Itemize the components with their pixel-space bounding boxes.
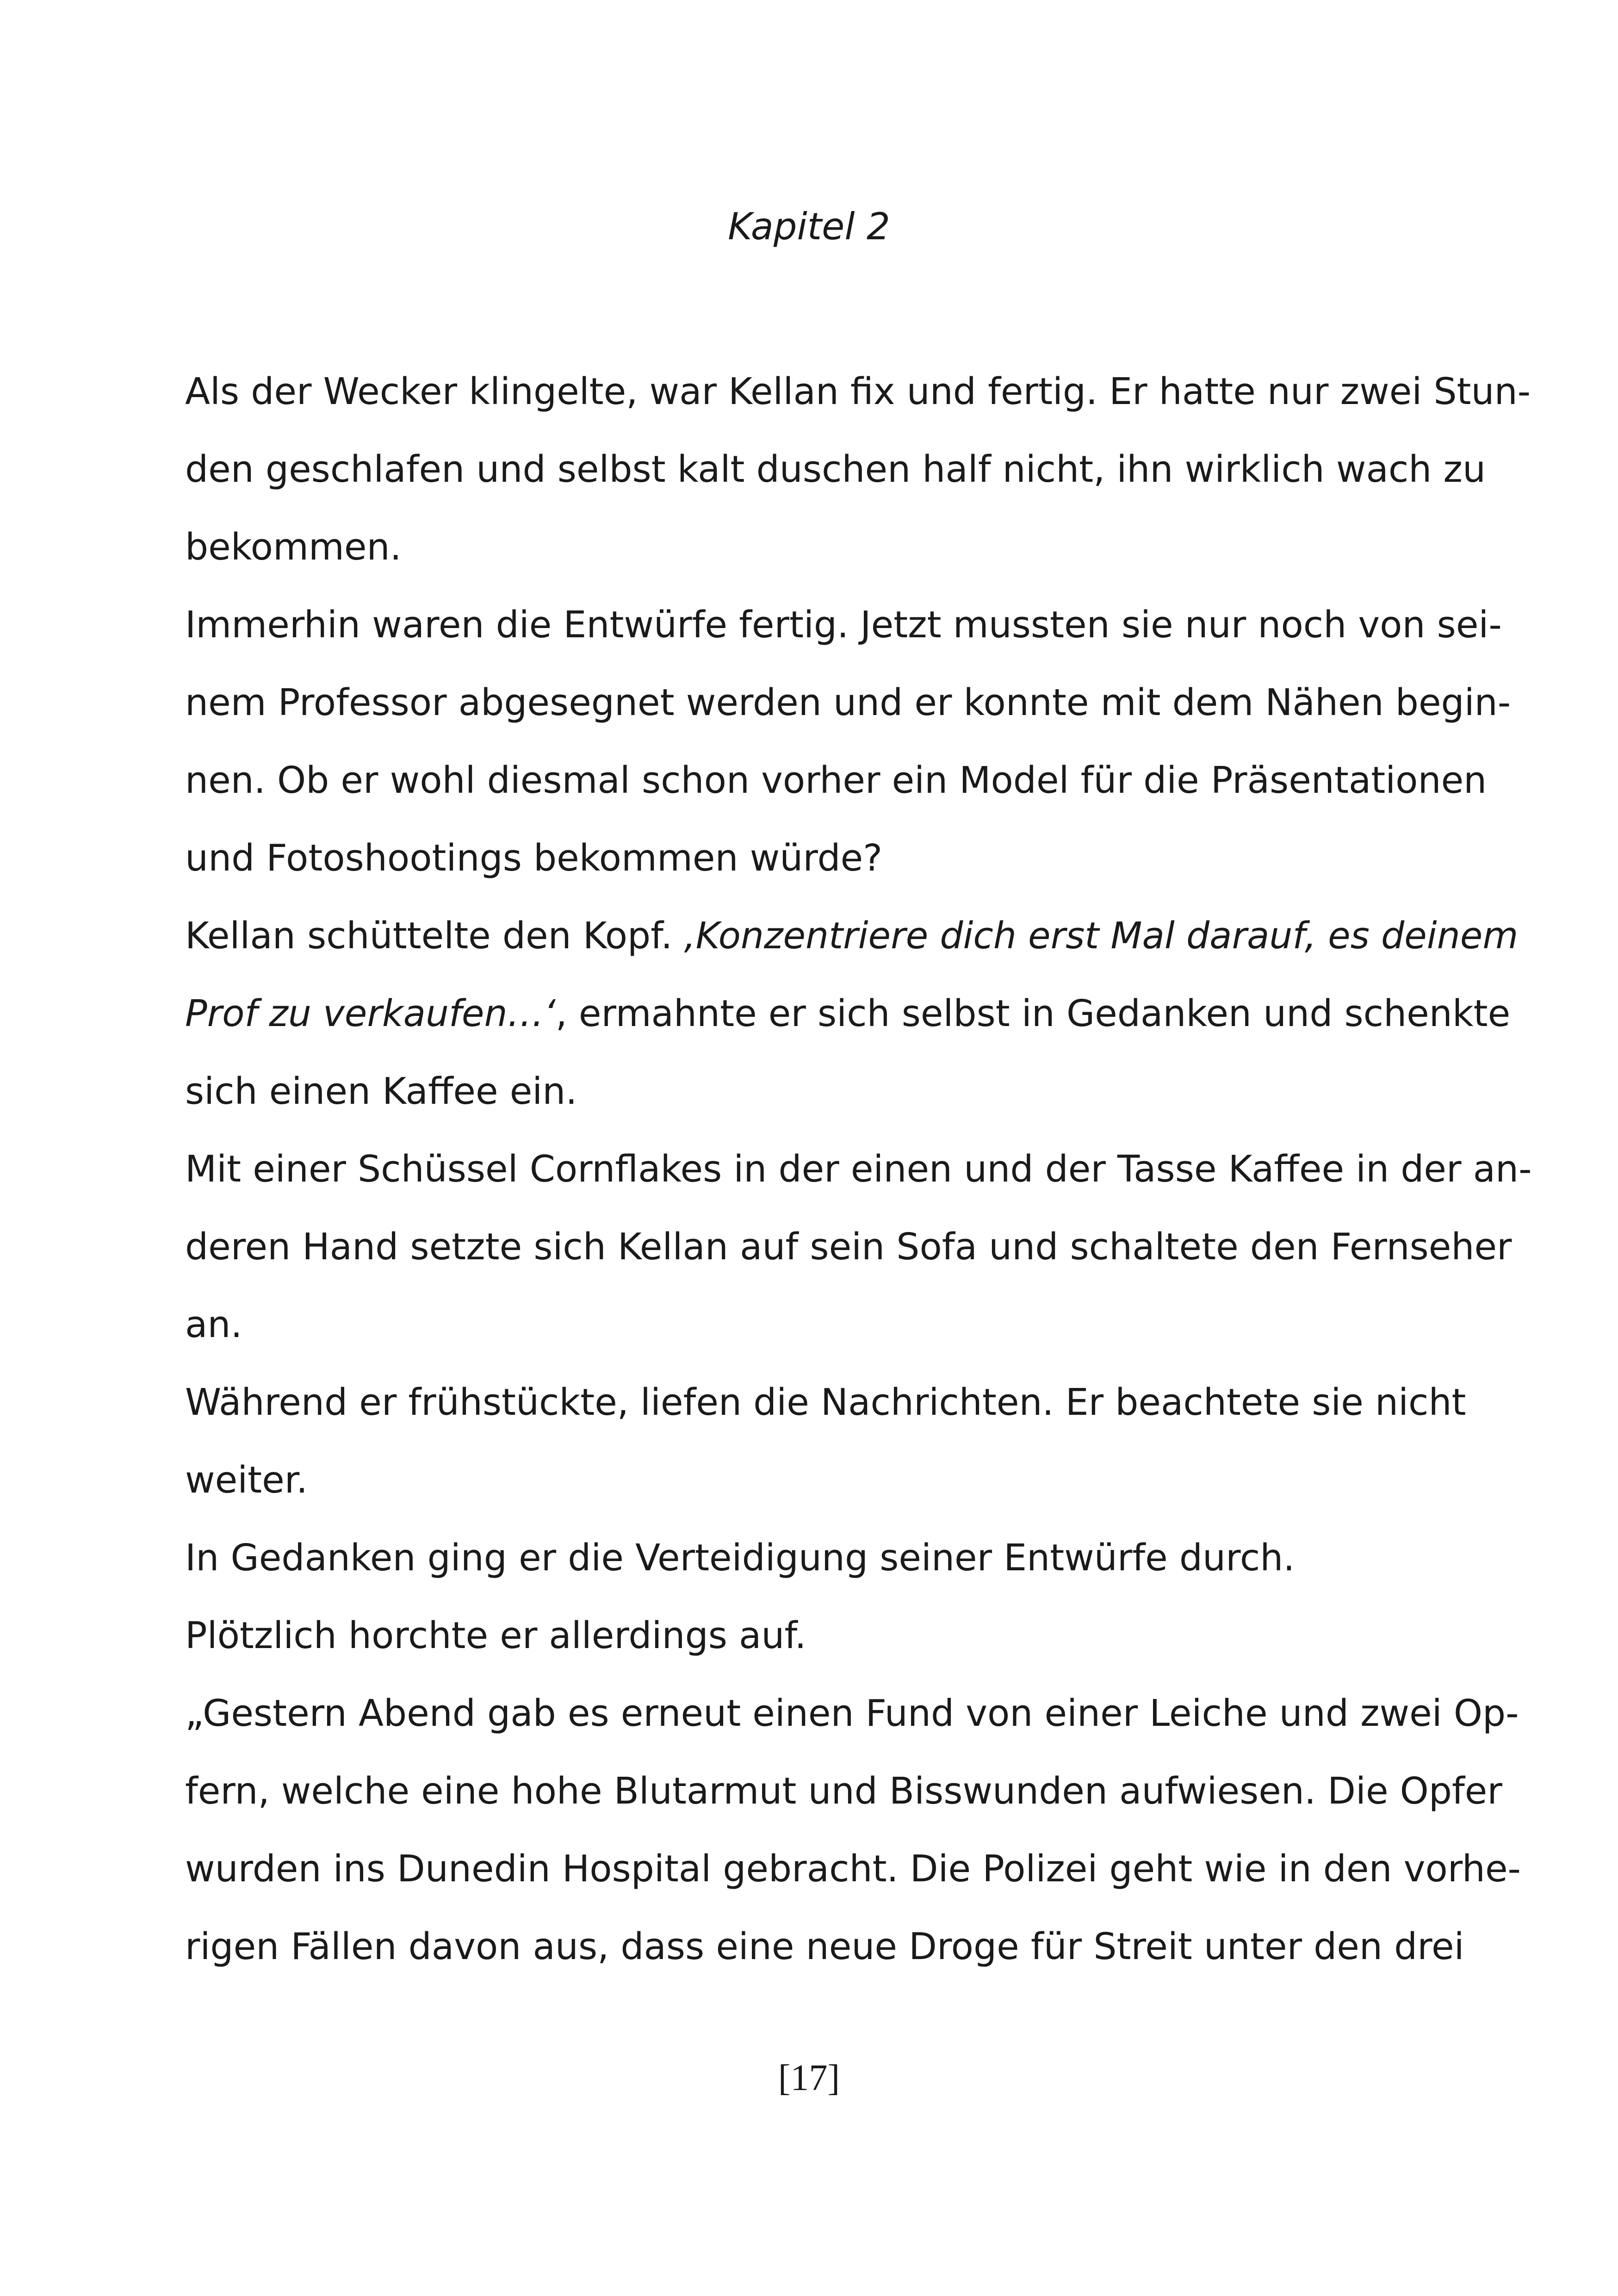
chapter-title: Kapitel 2 <box>728 205 890 248</box>
text-line: deren Hand setzte sich Kellan auf sein Sofa und schaltete den Fernseher <box>185 1226 1512 1268</box>
text-line: bekommen. <box>185 526 402 568</box>
text-line: Mit einer Schüssel Cornflakes in der einen und der Tasse Kaffee in der an- <box>185 1148 1532 1190</box>
text-line: Prof zu verkaufen…‘, ermahnte er sich selbst in Gedanken und schenkte <box>185 992 1511 1035</box>
text-line: Kellan schüttelte den Kopf. ‚Konzentriere dich erst Mal darauf, es deinem <box>185 915 1519 957</box>
text-line: weiter. <box>185 1459 308 1501</box>
text-line: nem Professor abgesegnet werden und er konnte mit dem Nähen begin- <box>185 681 1511 724</box>
text-line: rigen Fällen davon aus, dass eine neue Droge für Streit unter den drei <box>185 1925 1464 1968</box>
text-line: Als der Wecker klingelte, war Kellan fix und fertig. Er hatte nur zwei Stun- <box>185 370 1531 413</box>
text-line: wurden ins Dunedin Hospital gebracht. Die Polizei geht wie in den vorhe- <box>185 1848 1521 1890</box>
body-text <box>185 353 1532 1985</box>
text-line: „Gestern Abend gab es erneut einen Fund von einer Leiche und zwei Op- <box>185 1692 1519 1735</box>
page-number: [17] <box>778 2058 840 2098</box>
inner-thought: ‚Konzentriere dich erst Mal darauf, es deinem <box>684 915 1519 957</box>
text-line: sich einen Kaffee ein. <box>185 1070 577 1113</box>
text-line: In Gedanken ging er die Verteidigung seiner Entwürfe durch. <box>185 1537 1295 1579</box>
text-line: an. <box>185 1303 242 1346</box>
text-line: Immerhin waren die Entwürfe fertig. Jetzt mussten sie nur noch von sei- <box>185 604 1502 646</box>
text-line: den geschlafen und selbst kalt duschen half nicht, ihn wirklich wach zu <box>185 448 1486 491</box>
text-line: fern, welche eine hohe Blutarmut und Bisswunden aufwiesen. Die Opfer <box>185 1770 1502 1812</box>
text-line: Während er frühstückte, liefen die Nachrichten. Er beachtete sie nicht <box>185 1381 1466 1424</box>
text-line: und Fotoshootings bekommen würde? <box>185 837 883 879</box>
text-line: Plötzlich horchte er allerdings auf. <box>185 1614 806 1657</box>
text-line: nen. Ob er wohl diesmal schon vorher ein Model für die Präsentationen <box>185 759 1487 802</box>
inner-thought: Prof zu verkaufen…‘ <box>185 992 556 1035</box>
